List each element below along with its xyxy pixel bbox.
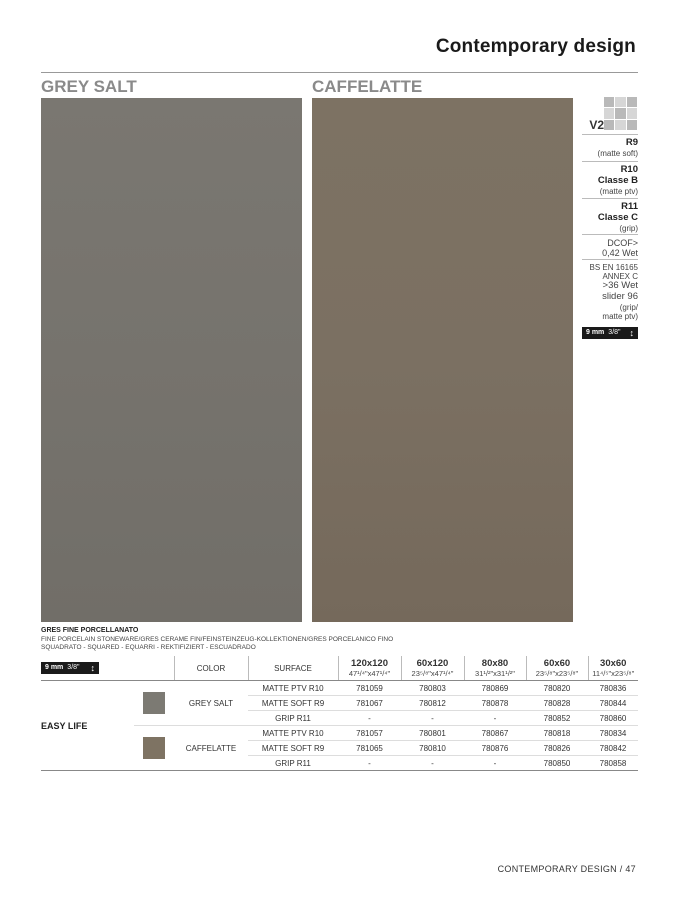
color-name: CAFFELATTE [174,726,248,771]
code-cell: 780820 [526,681,588,696]
dcof-label: DCOF> [607,238,638,248]
r10-sub: (matte ptv) [599,186,638,196]
code-cell: 780801 [401,726,464,741]
table-row [41,681,638,696]
spec-line-2: SQUADRATO - SQUARED - EQUARRI - REKTIFIZIERT - ESCUADRADO [41,644,256,651]
code-cell: 781059 [338,681,401,696]
page-title: Contemporary design [435,36,636,57]
r11-classe: Classe C [597,211,638,223]
surface-cell: GRIP R11 [248,756,338,771]
code-cell: 780810 [401,741,464,756]
sidebar-divider [582,198,638,199]
size-in: 23⁵/⁸"x47¹/⁴" [411,668,454,678]
r9-sub: (matte soft) [597,148,638,158]
color-heading-caffelatte: CAFFELATTE [312,77,423,96]
r11-sub: (grip) [619,223,638,233]
code-cell: 780818 [526,726,588,741]
thickness-mm: 9 mm [586,329,605,336]
col-header-size-4 [526,656,588,681]
code-cell: 780867 [464,726,526,741]
surface-cell: MATTE PTV R10 [248,681,338,696]
table-header-row [41,656,638,681]
sidebar-divider [582,234,638,235]
code-cell: 780852 [526,711,588,726]
size-cm: 60x120 [416,657,449,669]
dcof-value: 0,42 Wet [602,248,638,259]
code-cell: 781065 [338,741,401,756]
r10-classe: Classe B [597,174,638,186]
product-code-table [41,656,638,771]
surface-cell: GRIP R11 [248,711,338,726]
code-cell: 780812 [401,696,464,711]
thickness-badge [582,327,638,339]
color-swatch-caffelatte [143,737,165,759]
color-name: GREY SALT [174,681,248,726]
dcof-rating [582,238,638,259]
wet-value: >36 Wet [602,280,638,292]
slip-r11 [582,202,638,233]
col-header-surface: SURFACE [248,656,338,681]
table-thickness-mm: 9 mm [45,664,64,671]
bs-label: BS EN 16165 [589,263,638,272]
sidebar-divider [582,161,638,162]
code-cell: 780860 [588,711,638,726]
tile-image-grey-salt [41,98,302,622]
slip-r9 [582,138,638,158]
title-divider [41,72,638,73]
code-cell: 780828 [526,696,588,711]
size-in: 47¹/⁴"x47¹/⁴" [348,668,391,678]
slip-r10 [582,165,638,196]
shade-variation-label: V2 [589,118,604,132]
code-cell: - [464,756,526,771]
col-header-size-3 [464,656,526,681]
r9-label: R9 [625,137,638,148]
size-cm: 30x60 [600,657,627,669]
code-cell: - [401,711,464,726]
bs-en-rating [582,263,638,322]
sidebar-divider [582,134,638,135]
slider-value: slider 96 [602,291,638,303]
collection-name: EASY LIFE [41,720,88,731]
col-header-size-2 [401,656,464,681]
code-cell: - [338,711,401,726]
code-cell: 780844 [588,696,638,711]
table-thickness-arrow-icon: ↕ [90,663,95,673]
code-cell: - [464,711,526,726]
code-cell: 780876 [464,741,526,756]
spec-title: GRES FINE PORCELLANATO [41,627,139,634]
code-cell: - [401,756,464,771]
col-header-size-1 [338,656,401,681]
table-thickness-badge [41,662,99,674]
surface-cell: MATTE PTV R10 [248,726,338,741]
color-swatch-grey-salt [143,692,165,714]
size-in: 23⁵/⁸"x23⁵/⁸" [535,668,579,678]
code-cell: 780836 [588,681,638,696]
thickness-in: 3/8" [608,329,621,336]
code-cell: 780826 [526,741,588,756]
page-footer: CONTEMPORARY DESIGN / 47 [497,864,636,874]
col-header-size-5 [588,656,638,681]
size-cm: 80x80 [481,657,509,669]
r10-label: R10 [620,164,638,175]
code-cell: 781057 [338,726,401,741]
col-header-color: COLOR [174,656,248,681]
r11-label: R11 [621,201,638,212]
color-heading-grey-salt: GREY SALT [41,77,137,96]
tile-image-caffelatte [312,98,573,622]
code-cell: 780878 [464,696,526,711]
code-cell: 780834 [588,726,638,741]
size-cm: 60x60 [543,657,571,669]
grip-sub: (grip/ [619,303,638,313]
annex-label: ANNEX C [602,272,638,282]
sidebar-divider [582,259,638,260]
surface-cell: MATTE SOFT R9 [248,741,338,756]
surface-cell: MATTE SOFT R9 [248,696,338,711]
thickness-arrow-icon: ↕ [629,328,634,338]
code-cell: 780803 [401,681,464,696]
table-thickness-in: 3/8" [67,664,80,671]
code-cell: - [338,756,401,771]
size-in: 31¹/²"x31¹/²" [475,668,515,678]
code-cell: 780850 [526,756,588,771]
spec-line-1: FINE PORCELAIN STONEWARE/GRES CERAME FIN/FEINSTEINZEUG-KOLLEKTIONEN/GRES PORCELANICO FINO [41,636,394,643]
size-in: 11⁴/⁵"x23⁵/⁸" [592,668,635,678]
code-cell: 780858 [588,756,638,771]
matte-sub: matte ptv) [602,312,638,322]
size-cm: 120x120 [351,657,388,669]
code-cell: 780869 [464,681,526,696]
variation-grid-icon [604,97,637,130]
code-cell: 780842 [588,741,638,756]
code-cell: 781067 [338,696,401,711]
